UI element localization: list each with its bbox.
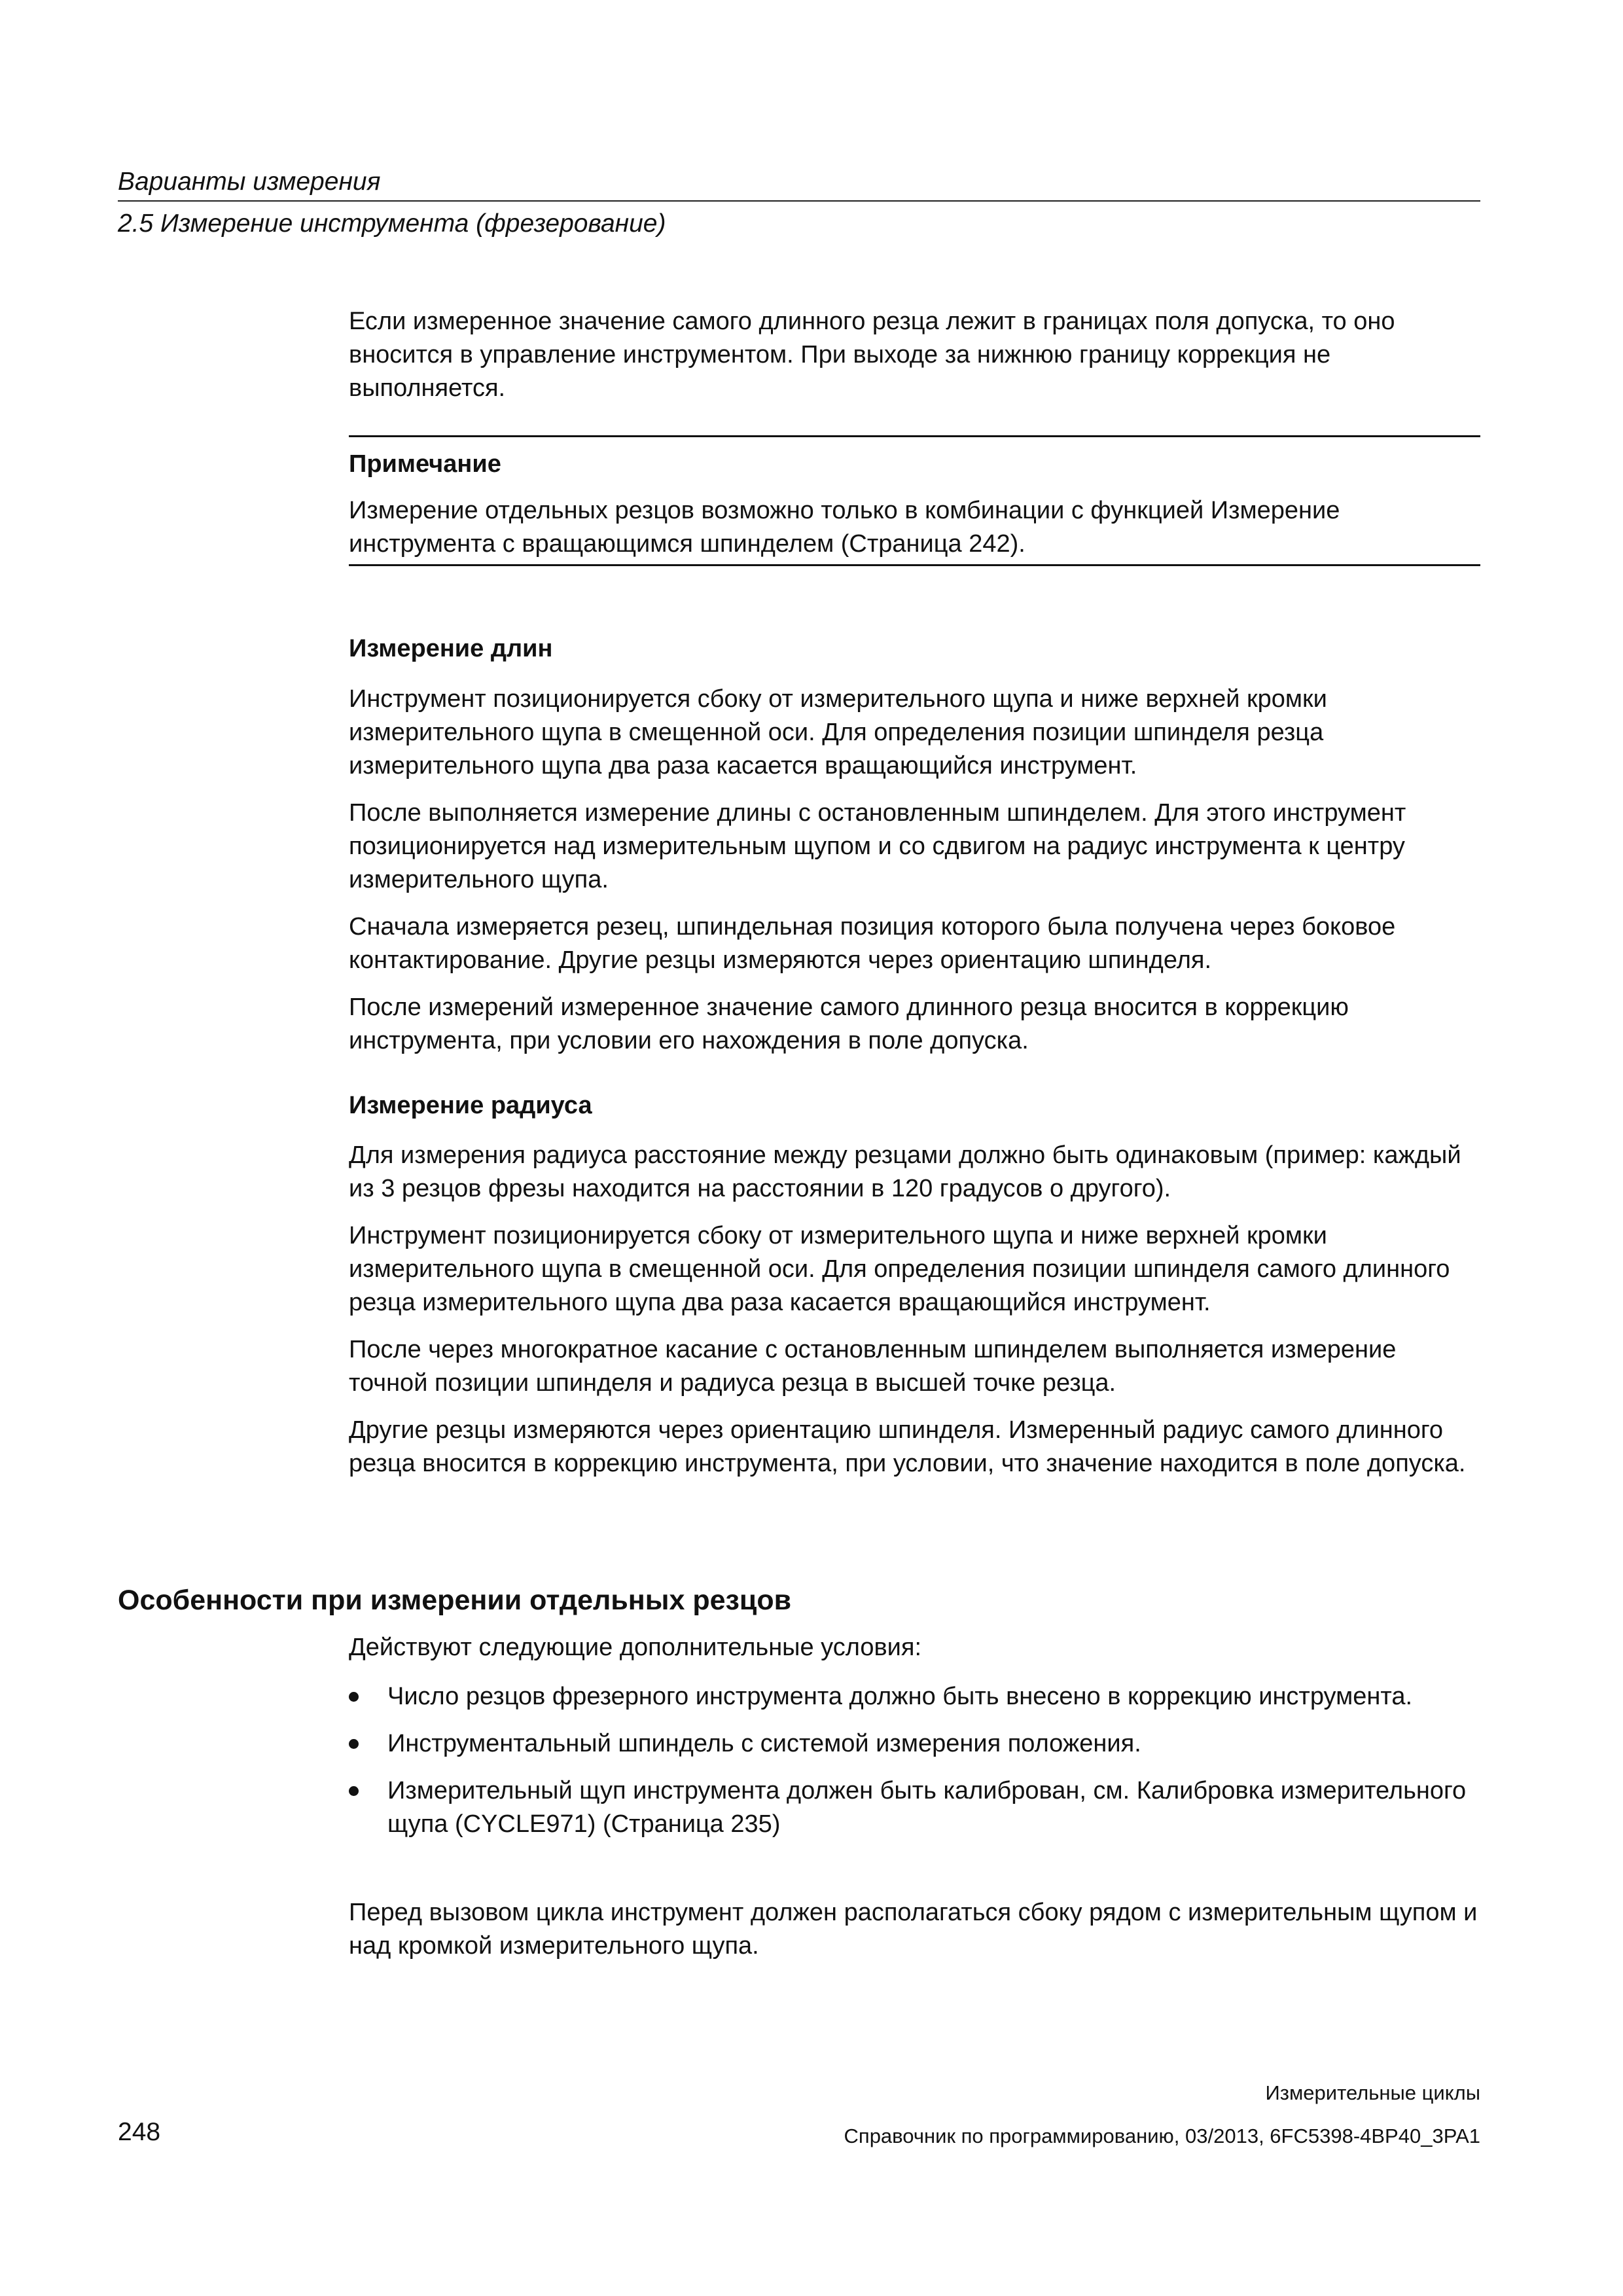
conditions-intro-block	[349, 1631, 1480, 1664]
radius-paragraph: Другие резцы измеряются через ориентацию шпинделя. Измеренный радиус самого длинного резца вносится в коррекцию инструмента, при условии, что значение находится в поле допуска.	[349, 1416, 1466, 1477]
conditions-intro: Действуют следующие дополнительные условия:	[349, 1634, 922, 1661]
footer-reference: Справочник по программированию, 03/2013, 6FC5398-4BP40_3PA1	[844, 2125, 1480, 2147]
intro-text: Если измеренное значение самого длинного резца лежит в границах поля допуска, то оно вносится в управление инструментом. При выходе за нижнюю границу коррекция не выполняется.	[349, 308, 1395, 402]
note-text-block	[349, 494, 1480, 561]
page-number: 248	[118, 2118, 161, 2146]
header-chapter-title: Варианты измерения	[118, 168, 381, 196]
conditions-list	[349, 1680, 1480, 1841]
list-item-text: Инструментальный шпиндель с системой измерения положения.	[387, 1730, 1141, 1757]
header-section-title: 2.5 Измерение инструмента (фрезерование)	[118, 209, 666, 238]
closing-paragraph	[349, 1896, 1480, 1963]
radius-paragraph: После через многократное касание с остановленным шпинделем выполняется измерение точной позиции шпинделя и радиуса резца в высшей точке резца.	[349, 1336, 1397, 1397]
length-paragraph: После измерений измеренное значение самого длинного резца вносится в коррекцию инструмента, при условии его нахождения в поле допуска.	[349, 994, 1349, 1054]
length-paragraph: Инструмент позиционируется сбоку от измерительного щупа и ниже верхней кромки измерительного щупа в смещенной оси. Для определения позиции шпинделя резца измерительного щупа два раза касается вращающийся инструмент.	[349, 685, 1327, 780]
length-measurement-heading: Измерение длин	[349, 635, 553, 662]
footer-book-title: Измерительные циклы	[1265, 2081, 1480, 2104]
radius-paragraph: Для измерения радиуса расстояние между резцами должно быть одинаковым (пример: каждый из 3 резцов фрезы находится на расстоянии в 120 градусов о другого).	[349, 1141, 1461, 1202]
note-bottom-rule	[349, 564, 1480, 566]
bullet-icon	[349, 1739, 359, 1749]
special-section-heading: Особенности при измерении отдельных резцов	[118, 1585, 792, 1616]
list-item	[349, 1727, 1480, 1761]
radius-measurement-heading: Измерение радиуса	[349, 1092, 592, 1119]
radius-paragraph: Инструмент позиционируется сбоку от измерительного щупа и ниже верхней кромки измерительного щупа в смещенной оси. Для определения позиции шпинделя самого длинного резца измерительного щупа два раза касается вращающийся инструмент.	[349, 1222, 1450, 1316]
list-item	[349, 1774, 1480, 1841]
header-rule	[118, 200, 1480, 202]
list-item-text: Измерительный щуп инструмента должен быть калиброван, см. Калибровка измерительного щупа (CYCLE971) (Страница 235)	[387, 1777, 1467, 1838]
intro-paragraph	[349, 305, 1480, 405]
length-measurement-body	[349, 683, 1480, 1058]
bullet-icon	[349, 1786, 359, 1796]
length-paragraph: Сначала измеряется резец, шпиндельная позиция которого была получена через боковое контактирование. Другие резцы измеряются через ориентацию шпинделя.	[349, 913, 1396, 974]
bullet-icon	[349, 1692, 359, 1702]
list-item	[349, 1680, 1480, 1713]
closing-text: Перед вызовом цикла инструмент должен располагаться сбоку рядом с измерительным щупом и над кромкой измерительного щупа.	[349, 1899, 1478, 1960]
note-text: Измерение отдельных резцов возможно только в комбинации с функцией Измерение инструмента с вращающимся шпинделем (Страница 242).	[349, 497, 1340, 558]
radius-measurement-body	[349, 1139, 1480, 1480]
note-top-rule	[349, 435, 1480, 437]
list-item-text: Число резцов фрезерного инструмента должно быть внесено в коррекцию инструмента.	[387, 1683, 1413, 1710]
length-paragraph: После выполняется измерение длины с остановленным шпинделем. Для этого инструмент позиционируется над измерительным щупом и со сдвигом на радиус инструмента к центру измерительного щупа.	[349, 799, 1406, 893]
note-title: Примечание	[349, 450, 501, 478]
